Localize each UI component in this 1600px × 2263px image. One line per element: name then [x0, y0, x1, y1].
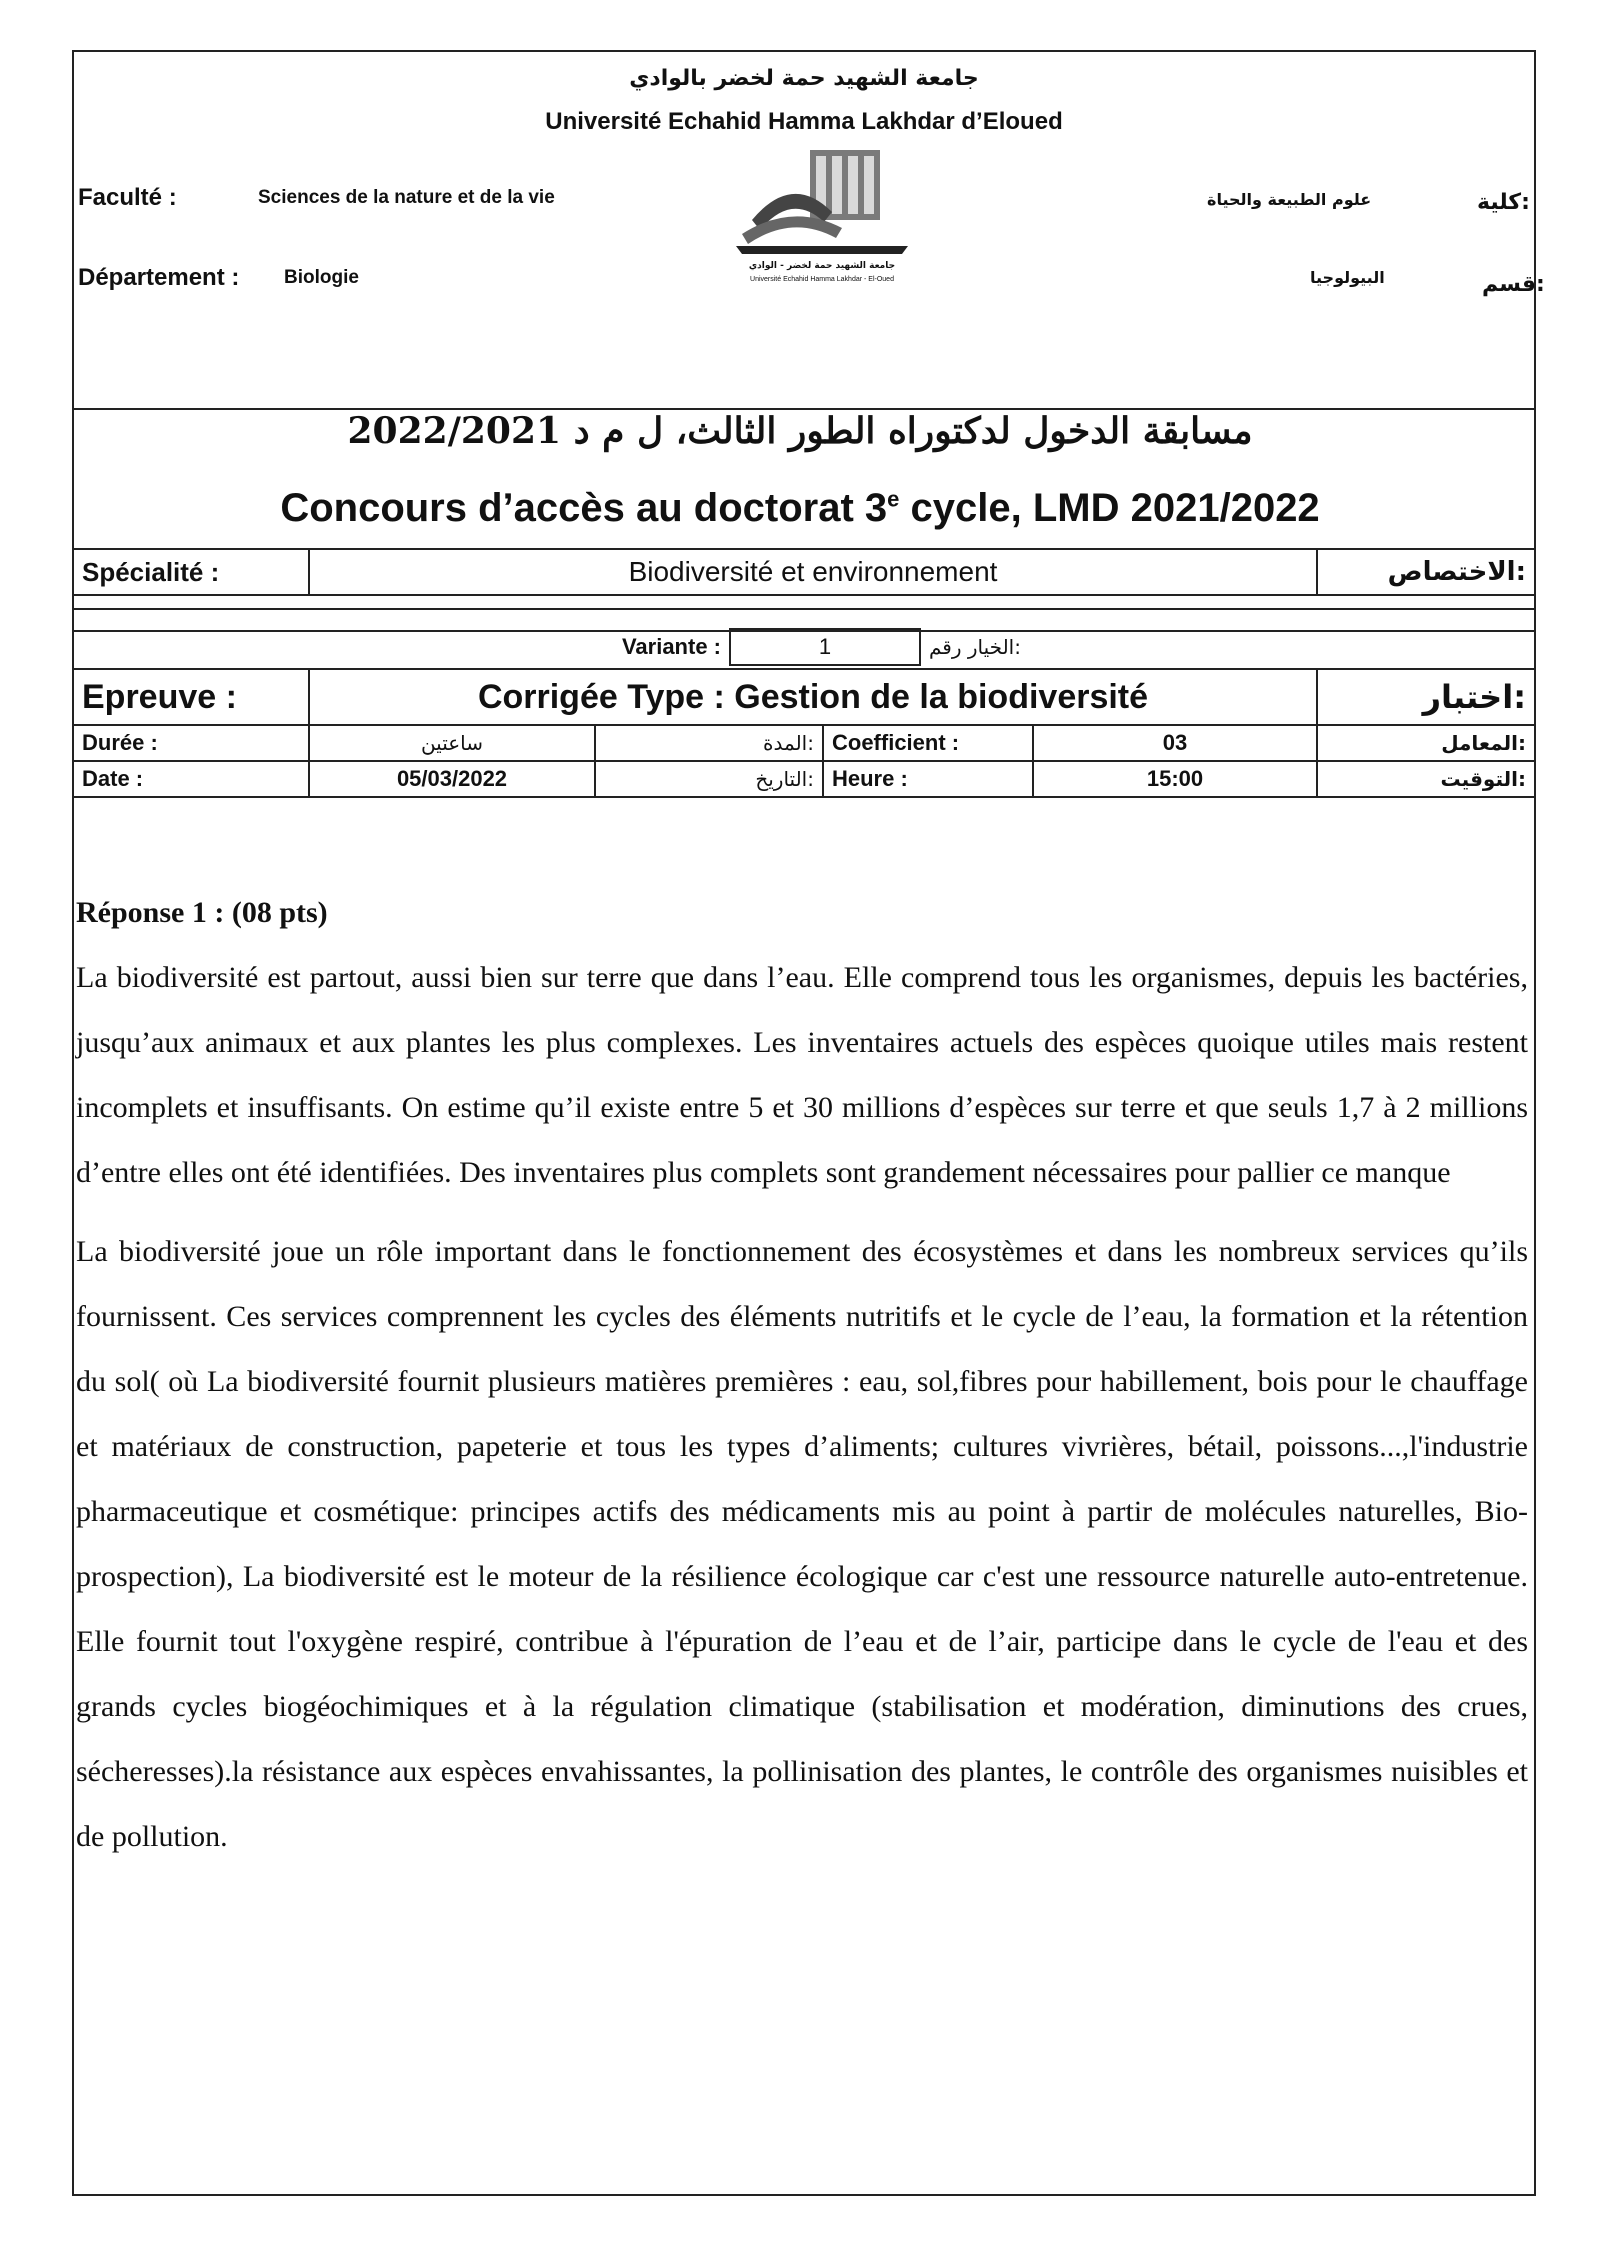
- specialite-label-ar: الاختصاص:: [1317, 549, 1535, 595]
- university-logo: [732, 142, 912, 287]
- specialite-table: [72, 548, 1536, 596]
- svg-text:Université Echahid Hamma Lakhd: Université Echahid Hamma Lakhdar - El-Oued: [750, 276, 894, 283]
- reponse-title: Réponse 1 : (08 pts): [76, 896, 328, 929]
- epreuve-label-ar: اختبار:: [1317, 669, 1535, 725]
- heure-label: Heure :: [823, 761, 1033, 797]
- paragraph-2: La biodiversité joue un rôle important dans le fonctionnement des écosystèmes et dans les nombreux services qu’ils fournissent. Ces services comprennent les cycles des éléments nutritifs et le cycle de l’eau, la formation et la rétention du sol( où La biodiversité fournit plusieurs matières premières : eau, sol,fibres pour habillement, bois pour le chauffage et matériaux de construction, papeterie et tous les types d’aliments; cultures vivrières, bétail, poissons...,l'industrie pharmaceutique et cosmétique: principes actifs des médicaments mis au point à partir de molécules naturelles, Bio-prospection), La biodiversité est le moteur de la résilience écologique car c'est une ressource naturelle auto-entretenue. Elle fournit tout l'oxygène respiré, contribue à l'épuration de l’eau et de l’air, participe dans le cycle de l'eau et des grands cycles biogéochimiques et à la régulation climatique (stabilisation et modération, diminutions des crues, sécheresses).la résistance aux espèces envahissantes, la pollinisation des plantes, le contrôle des organismes nuisibles et de pollution.: [76, 1235, 1528, 1853]
- variante-table: [560, 628, 1060, 666]
- university-name-fr: Université Echahid Hamma Lakhdar d’Eloued: [545, 108, 1063, 135]
- faculte-value-ar: علوم الطبيعة والحياة: [1207, 190, 1372, 209]
- departement-value-ar: البيولوجيا: [1310, 268, 1385, 287]
- variante-label-ar: الخيار رقم:: [920, 629, 1060, 665]
- variante-label: Variante :: [560, 629, 730, 665]
- faculte-label-ar: كلية:: [1477, 190, 1530, 215]
- paragraph-1: La biodiversité est partout, aussi bien sur terre que dans l’eau. Elle comprend tous les organismes, depuis les bactéries, jusqu’aux animaux et aux plantes les plus complexes. Les inventaires actuels des espèces quoique utiles mais restent incomplets et insuffisants. On estime qu’il existe entre 5 et 30 millions d’espèces sur terre et que seuls 1,7 à 2 millions d’entre elles ont été identifiées. Des inventaires plus complets sont grandement nécessaires pour pallier ce manque: [76, 961, 1528, 1189]
- departement-label-ar: قسم:: [1482, 272, 1545, 297]
- heure-label-ar: التوقيت:: [1317, 761, 1535, 797]
- departement-label: Département :: [78, 264, 240, 291]
- heure-value: 15:00: [1033, 761, 1317, 797]
- header: [72, 50, 1545, 410]
- variante-value: 1: [730, 629, 920, 665]
- coefficient-label-ar: المعامل:: [1317, 725, 1535, 761]
- duree-label-ar: المدة:: [595, 725, 823, 761]
- date-value: 05/03/2022: [309, 761, 595, 797]
- coefficient-label: Coefficient :: [823, 725, 1033, 761]
- faculte-value: Sciences de la nature et de la vie: [258, 187, 555, 208]
- university-name-ar: جامعة الشهيد حمة لخضر بالوادي: [629, 66, 979, 91]
- epreuve-label: Epreuve :: [73, 669, 309, 725]
- duree-label: Durée :: [73, 725, 309, 761]
- answer-content: [76, 880, 1528, 1869]
- title-ar: مسابقة الدخول لدكتوراه الطور الثالث، ل م د 2022/2021: [347, 410, 1253, 452]
- epreuve-value: Corrigée Type : Gestion de la biodiversité: [309, 669, 1317, 725]
- date-label-ar: التاريخ:: [595, 761, 823, 797]
- faculte-label: Faculté :: [78, 184, 177, 211]
- departement-value: Biologie: [284, 267, 359, 288]
- specialite-value: Biodiversité et environnement: [309, 549, 1317, 595]
- svg-text:جامعة الشهيد حمة لخضر - الوادي: جامعة الشهيد حمة لخضر - الوادي: [748, 261, 896, 271]
- coefficient-value: 03: [1033, 725, 1317, 761]
- duree-value: ساعتين: [309, 725, 595, 761]
- date-label: Date :: [73, 761, 309, 797]
- specialite-label: Spécialité :: [73, 549, 309, 595]
- title-fr: Concours d’accès au doctorat 3e cycle, LMD 2021/2022: [280, 486, 1320, 530]
- paragraph-gap: [76, 1205, 1528, 1219]
- epreuve-table: [72, 668, 1536, 798]
